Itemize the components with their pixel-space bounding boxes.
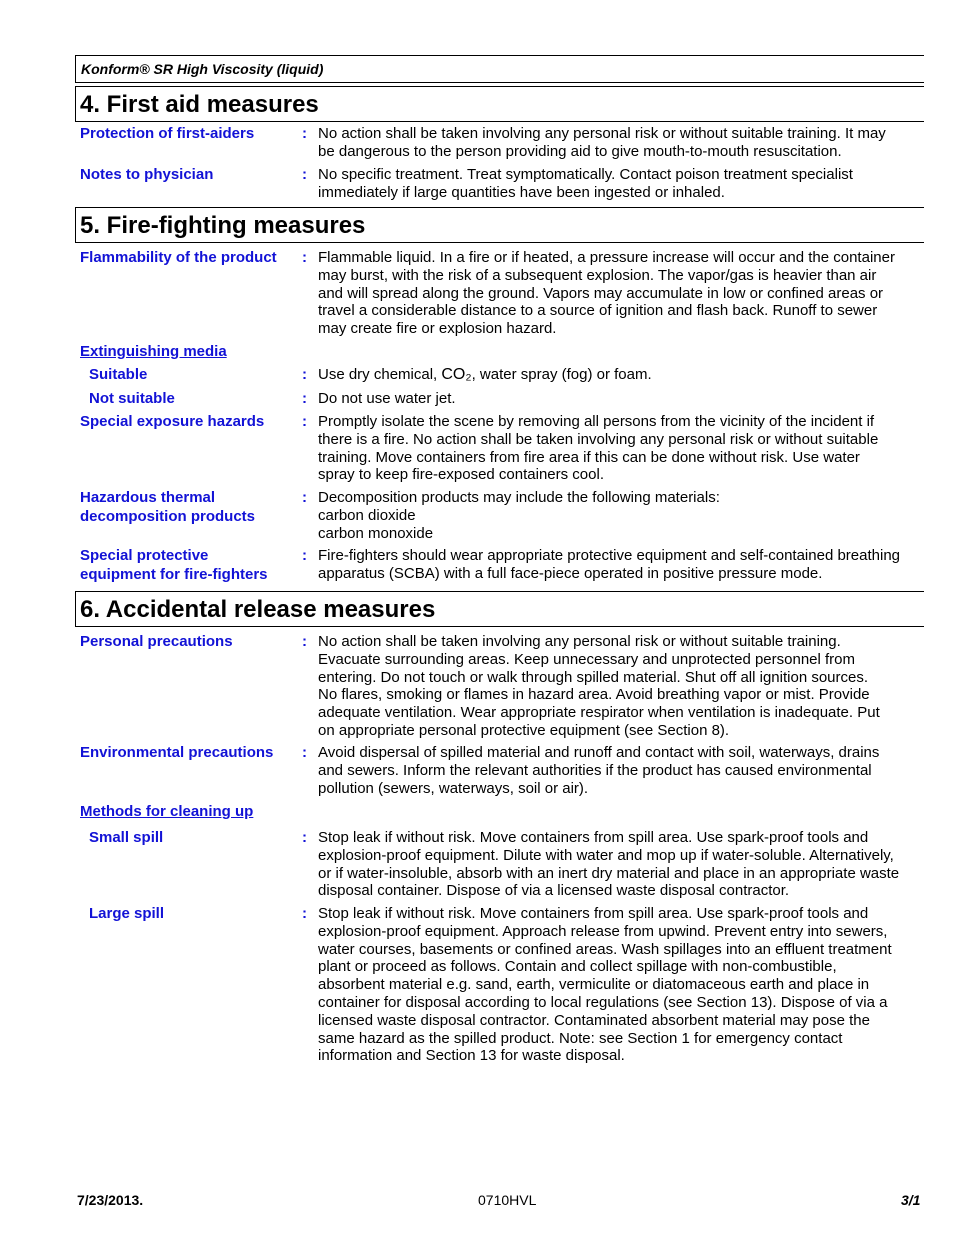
section-6-header	[75, 591, 924, 627]
text-line: apparatus (SCBA) with a full face-piece operated in positive pressure mode.	[318, 564, 823, 582]
footer-date: 7/23/2013.	[77, 1192, 144, 1208]
text-line: or if water-insoluble, absorb with an inert dry material and place in an appropriate waste	[318, 864, 900, 882]
colon: :	[302, 166, 307, 183]
section-title: 5. Fire-fighting measures	[80, 212, 366, 239]
colon: :	[302, 547, 307, 564]
extinguishing-media-link[interactable]: Extinguishing media	[80, 343, 227, 360]
product-header	[75, 55, 924, 83]
text-line: same hazard as the spilled product. Note: see Section 1 for emergency contact	[318, 1029, 843, 1047]
text-line: container for disposal according to local regulations (see Section 13). Dispose of via a	[318, 993, 888, 1011]
text-line: water courses, basements or confined areas. Wash spillages into an effluent treatment	[318, 940, 892, 958]
text-line: Promptly isolate the scene by removing all persons from the vicinity of the incident if	[318, 413, 875, 430]
text-line: Decomposition products may include the following materials:	[318, 489, 720, 506]
field-value	[318, 633, 924, 740]
text-line: Evacuate surrounding areas. Keep unnecessary and unprotected personnel from	[318, 650, 856, 668]
text-line: may create fire or explosion hazard.	[318, 320, 557, 338]
co2-formula: CO₂	[441, 366, 472, 383]
section-4-header	[75, 86, 924, 122]
field-label: Environmental precautions	[80, 744, 274, 761]
field-value	[318, 547, 924, 583]
text-line: pollution (sewers, waterways, soil or air).	[318, 779, 589, 797]
text-line: absorbent material e.g. sand, earth, vermiculite or diatomaceous earth and place in	[318, 976, 870, 994]
text-line: there is a fire. No action shall be taken involving any personal risk or without suitable	[318, 430, 879, 448]
section-title: 6. Accidental release measures	[80, 596, 436, 623]
text-line: No specific treatment. Treat symptomatically. Contact poison treatment specialist	[318, 166, 853, 183]
section-title: 4. First aid measures	[80, 91, 319, 118]
footer-page-number: 3/1	[901, 1192, 921, 1208]
text-part: Use dry chemical,	[318, 366, 442, 383]
field-label: Large spill	[89, 905, 165, 922]
text-line: disposal container. Dispose of via a licensed waste disposal contractor.	[318, 882, 790, 900]
field-label: Personal precautions	[80, 633, 233, 650]
field-label: Not suitable	[89, 390, 175, 407]
colon: :	[302, 125, 307, 142]
colon: :	[302, 413, 307, 430]
field-value	[318, 413, 924, 484]
text-line: carbon dioxide	[318, 506, 416, 524]
label-line: Special protective	[80, 547, 209, 564]
text-line: spray to keep fire-exposed containers cool.	[318, 466, 604, 484]
field-value	[318, 249, 924, 338]
field-value	[318, 489, 924, 542]
product-name: Konform® SR High Viscosity (liquid)	[81, 61, 324, 77]
text-line: information and Section 13 for waste disposal.	[318, 1047, 625, 1065]
text-line: plant or proceed as follows. Contain and collect spillage with non-combustible,	[318, 958, 837, 976]
text-line: Fire-fighters should wear appropriate protective equipment and self-contained breathing	[318, 547, 901, 564]
colon: :	[302, 905, 307, 922]
colon: :	[302, 249, 307, 266]
field-label: Protection of first-aiders	[80, 125, 255, 142]
text-line: training. Move containers from fire area if this can be done without risk. Use water	[318, 448, 860, 466]
field-label: Flammability of the product	[80, 249, 277, 266]
text-line: licensed waste disposal contractor. Contaminated absorbent material may pose the	[318, 1011, 870, 1029]
text-line	[318, 366, 924, 384]
label-line: decomposition products	[80, 507, 256, 525]
field-value	[318, 166, 924, 202]
text-line: No flares, smoking or flames in hazard area. Avoid breathing vapor or mist. Provide	[318, 686, 870, 704]
colon: :	[302, 829, 307, 846]
text-line: and will spread along the ground. Vapors may accumulate in low or confined areas or	[318, 284, 884, 302]
text-line: carbon monoxide	[318, 524, 434, 542]
field-value	[318, 829, 924, 900]
text-line: explosion-proof equipment. Dilute with water and mop up if water-soluble. Alternatively,	[318, 846, 894, 864]
text-part: , water spray (fog) or foam.	[471, 366, 652, 383]
text-line: No action shall be taken involving any personal risk or without suitable training. It may	[318, 125, 886, 142]
text-line: and sewers. Inform the relevant authorities if the product has caused environmental	[318, 761, 872, 779]
text-line: Avoid dispersal of spilled material and runoff and contact with soil, waterways, drains	[318, 744, 880, 761]
label-line: Hazardous thermal	[80, 489, 216, 506]
field-value	[318, 905, 924, 1065]
colon: :	[302, 489, 307, 506]
text-line: travel a considerable distance to a source of ignition and flash back. Runoff to sewer	[318, 302, 878, 320]
field-label: Special exposure hazards	[80, 413, 265, 430]
field-value	[318, 390, 924, 408]
text-line: Do not use water jet.	[318, 390, 456, 407]
field-label	[80, 547, 295, 584]
footer-code: 0710HVL	[478, 1192, 537, 1208]
section-5-header	[75, 207, 924, 243]
text-line: may burst, with the risk of a subsequent explosion. The vapor/gas is heavier than air	[318, 266, 877, 284]
text-line: be dangerous to the person providing aid to give mouth-to-mouth resuscitation.	[318, 142, 842, 160]
field-value	[318, 744, 924, 797]
text-line: Stop leak if without risk. Move containers from spill area. Use spark-proof tools and	[318, 905, 869, 922]
methods-for-cleaning-up-link[interactable]: Methods for cleaning up	[80, 803, 254, 820]
colon: :	[302, 366, 307, 383]
text-line: explosion-proof equipment. Approach release from upwind. Prevent entry into sewers,	[318, 922, 888, 940]
text-line: No action shall be taken involving any personal risk or without suitable training.	[318, 633, 841, 650]
field-label: Notes to physician	[80, 166, 214, 183]
field-label	[80, 489, 295, 526]
field-label: Suitable	[89, 366, 148, 383]
field-label: Small spill	[89, 829, 164, 846]
colon: :	[302, 744, 307, 761]
colon: :	[302, 633, 307, 650]
text-line: entering. Do not touch or walk through spilled material. Shut off all ignition sources.	[318, 668, 869, 686]
text-line: immediately if large quantities have been ingested or inhaled.	[318, 183, 725, 201]
text-line: Flammable liquid. In a fire or if heated, a pressure increase will occur and the container	[318, 249, 895, 266]
field-value	[318, 366, 924, 384]
field-value	[318, 125, 924, 161]
text-line: on appropriate personal protective equipment (see Section 8).	[318, 721, 730, 739]
colon: :	[302, 390, 307, 407]
text-line: Stop leak if without risk. Move containers from spill area. Use spark-proof tools and	[318, 829, 869, 846]
text-line: adequate ventilation. Wear appropriate respirator when ventilation is inadequate. Put	[318, 704, 880, 722]
label-line: equipment for fire-fighters	[80, 565, 268, 583]
